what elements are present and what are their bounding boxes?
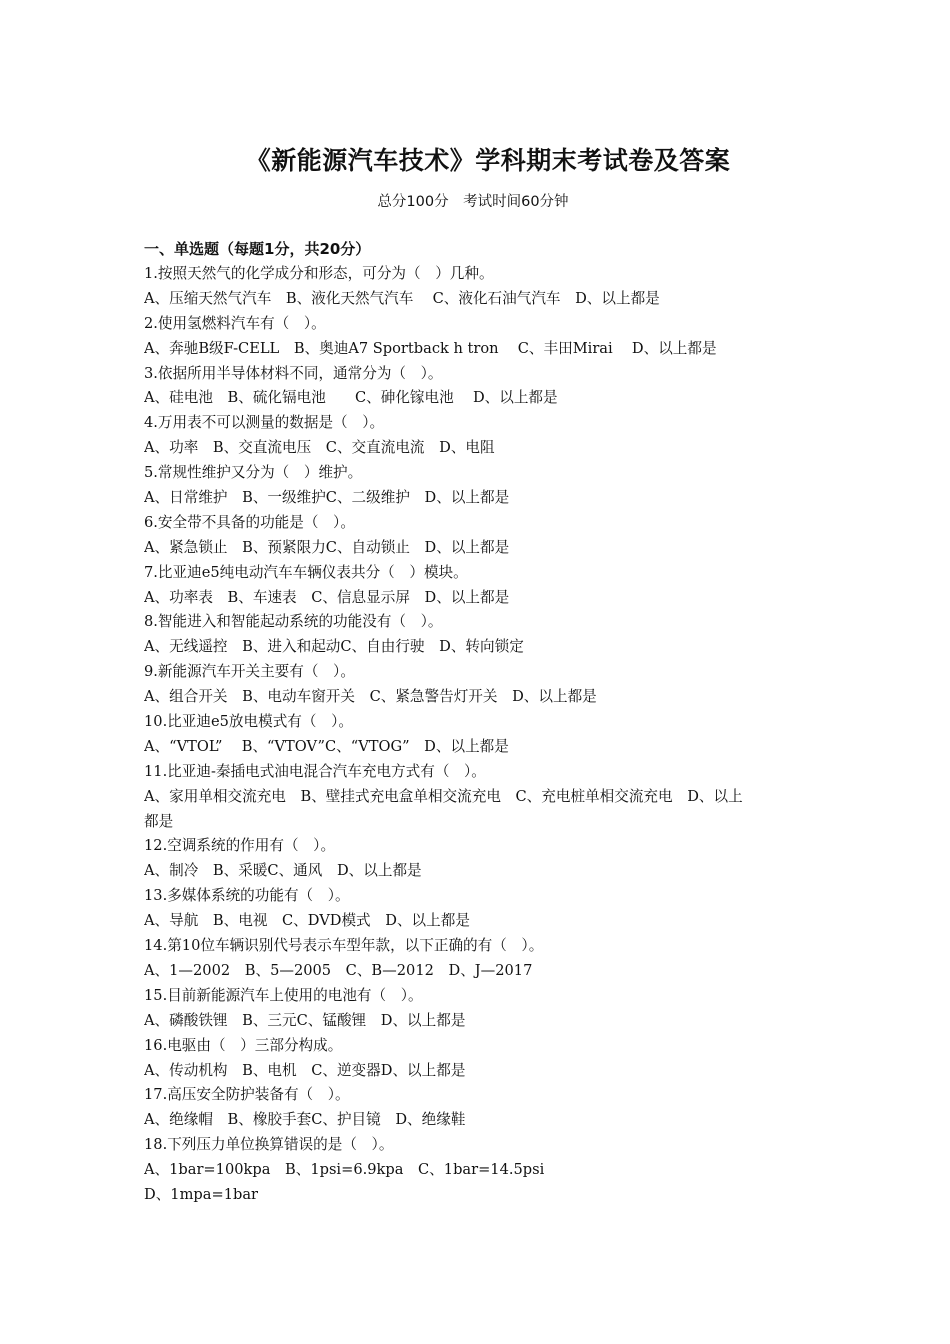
text-line: 1.按照天然气的化学成分和形态，可分为（ ）几种。 <box>144 265 494 282</box>
text-line: 4.万用表不可以测量的数据是（ ）。 <box>144 414 385 432</box>
text-line: A、奔驰B级F-CELL B、奥迪A7 Sportback h tron C、丰田Mirai D、以上都是 <box>144 339 717 357</box>
text-line: A、1bar=100kpa B、1psi=6.9kpa C、1bar=14.5psi <box>144 1161 545 1179</box>
text-line: 3.依据所用半导体材料不同，通常分为（ ）。 <box>144 364 443 382</box>
text-line: 14.第10位车辆识别代号表示车型年款，以下正确的有（ ）。 <box>144 937 544 955</box>
document-subtitle: 总分100分 考试时间60分钟 <box>377 194 569 210</box>
text-line: 7.比亚迪e5纯电动汽车车辆仪表共分（ ）模块。 <box>144 563 468 581</box>
text-line: 6.安全带不具备的功能是（ ）。 <box>144 513 355 531</box>
section-heading: 一、单选题（每题1分，共20分） <box>144 240 371 258</box>
text-line: 12.空调系统的作用有（ ）。 <box>144 837 336 855</box>
text-line: 16.电驱由（ ）三部分构成。 <box>144 1036 343 1054</box>
text-line: A、日常维护 B、一级维护C、二级维护 D、以上都是 <box>144 489 510 507</box>
text-line: A、1—2002 B、5—2005 C、B—2012 D、J—2017 <box>144 961 533 979</box>
text-line: A、组合开关 B、电动车窗开关 C、紧急警告灯开关 D、以上都是 <box>144 688 597 706</box>
text-line: 15.目前新能源汽车上使用的电池有（ ）。 <box>144 986 423 1004</box>
text-line: A、传动机构 B、电机 C、逆变器D、以上都是 <box>144 1061 466 1079</box>
text-line: 5.常规性维护又分为（ ）维护。 <box>144 464 363 482</box>
document-title: 《新能源汽车技术》学科期末考试卷及答案 <box>245 146 731 175</box>
text-line: 18.下列压力单位换算错误的是（ ）。 <box>144 1136 394 1154</box>
text-line: A、导航 B、电视 C、DVD模式 D、以上都是 <box>144 912 470 930</box>
text-line: 17.高压安全防护装备有（ ）。 <box>144 1086 350 1104</box>
text-line: 9.新能源汽车开关主要有（ ）。 <box>144 663 355 681</box>
text-line: A、压缩天然气汽车 B、液化天然气汽车 C、液化石油气汽车 D、以上都是 <box>144 289 660 307</box>
text-line: 10.比亚迪e5放电模式有（ ）。 <box>144 713 353 731</box>
text-line: 8.智能进入和智能起动系统的功能没有（ ）。 <box>144 613 443 631</box>
text-line: A、磷酸铁锂 B、三元C、锰酸锂 D、以上都是 <box>144 1011 466 1029</box>
text-line: 都是 <box>144 812 174 830</box>
text-line: A、硅电池 B、硫化镉电池 C、砷化镓电池 D、以上都是 <box>144 389 558 407</box>
text-line: A、紧急锁止 B、预紧限力C、自动锁止 D、以上都是 <box>144 538 510 556</box>
text-line: A、“VTOL” B、“VTOV”C、“VTOG” D、以上都是 <box>144 737 509 755</box>
text-line: A、功率表 B、车速表 C、信息显示屏 D、以上都是 <box>144 588 510 606</box>
text-line: D、1mpa=1bar <box>144 1185 258 1203</box>
text-line: A、制冷 B、采暖C、通风 D、以上都是 <box>144 862 422 880</box>
text-line: A、功率 B、交直流电压 C、交直流电流 D、电阻 <box>144 439 495 457</box>
question-list <box>144 262 824 1208</box>
text-line: 11.比亚迪-秦插电式油电混合汽车充电方式有（ ）。 <box>144 762 486 780</box>
text-line: 13.多媒体系统的功能有（ ）。 <box>144 887 350 905</box>
text-line: A、绝缘帽 B、橡胶手套C、护目镜 D、绝缘鞋 <box>144 1111 466 1129</box>
text-line: 2.使用氢燃料汽车有（ ）。 <box>144 314 326 332</box>
text-line: A、家用单相交流充电 B、壁挂式充电盒单相交流充电 C、充电桩单相交流充电 D、以上 <box>144 787 743 805</box>
text-line: A、无线遥控 B、进入和起动C、自由行驶 D、转向锁定 <box>144 638 524 656</box>
